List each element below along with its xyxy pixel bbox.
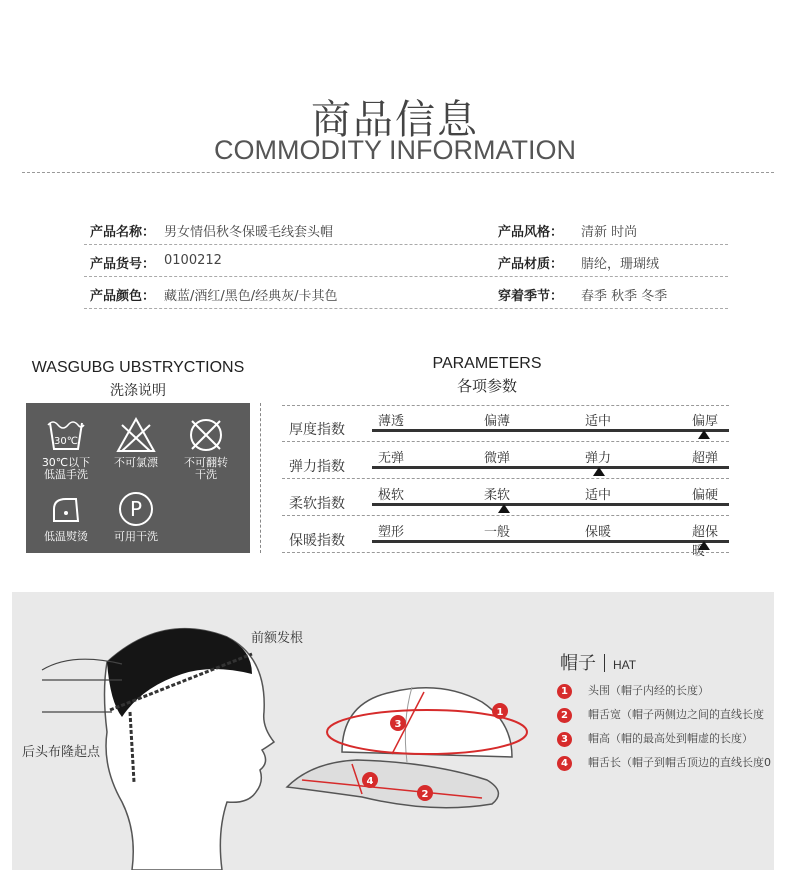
param-level: 无弹 xyxy=(378,451,405,466)
info-value: 春季 秋季 冬季 xyxy=(581,289,668,304)
wash-30-icon xyxy=(44,415,88,455)
hat-title-cn: 帽子 xyxy=(560,653,596,674)
params-title: PARAMETERS xyxy=(432,355,542,372)
low-iron-icon xyxy=(44,489,88,529)
wash-item xyxy=(176,415,236,481)
wash-item-label: 低温熨烫 xyxy=(44,530,88,543)
info-value: 藏蓝/酒红/黑色/经典灰/卡其色 xyxy=(164,289,338,304)
param-level: 偏硬 xyxy=(692,488,719,503)
hat-title xyxy=(560,649,636,675)
info-value: 清新 时尚 xyxy=(581,225,638,240)
param-level: 偏薄 xyxy=(484,414,511,429)
wash-item xyxy=(36,489,96,543)
param-label: 弹力指数 xyxy=(289,459,345,475)
param-scale-line xyxy=(372,540,729,543)
param-level: 微弹 xyxy=(484,451,511,466)
title-separator xyxy=(604,654,605,672)
param-level: 超保暖 xyxy=(692,525,719,559)
wash-item-label: 可用干洗 xyxy=(114,530,158,543)
info-label: 产品货号： xyxy=(90,257,156,272)
legend-item xyxy=(557,682,709,698)
info-row xyxy=(84,212,728,245)
param-indicator-icon xyxy=(698,430,710,439)
param-row xyxy=(282,406,729,443)
wash-item-label: 干洗 xyxy=(195,468,217,481)
info-row xyxy=(84,244,728,277)
param-scale-line xyxy=(372,429,729,432)
param-label: 柔软指数 xyxy=(289,496,345,512)
param-level: 弹力 xyxy=(585,451,612,466)
param-divider xyxy=(282,515,729,516)
page-title-en: COMMODITY INFORMATION xyxy=(214,135,576,165)
param-label: 保暖指数 xyxy=(289,533,345,549)
param-level: 极软 xyxy=(378,488,405,503)
dry-clean-letter: P xyxy=(129,497,143,521)
info-row xyxy=(84,276,728,309)
marker-number: 2 xyxy=(421,789,429,800)
label-front-hairline: 前额发根 xyxy=(251,631,304,646)
legend-number: 3 xyxy=(557,732,572,747)
wash-icons-panel xyxy=(26,403,250,553)
param-indicator-icon xyxy=(498,504,510,513)
legend-number: 1 xyxy=(557,684,572,699)
param-level: 一般 xyxy=(484,525,511,540)
legend-number: 4 xyxy=(557,756,572,771)
hat-title-en: HAT xyxy=(613,658,637,672)
legend-text: 头围（帽子内经的长度） xyxy=(588,684,709,697)
header-divider xyxy=(22,172,774,173)
wash-item-label: 不可氯漂 xyxy=(114,456,158,469)
param-level: 薄透 xyxy=(378,414,405,429)
wash-item-label: 不可翻转 xyxy=(184,456,228,469)
param-divider xyxy=(282,552,729,553)
section-divider xyxy=(260,403,261,553)
info-label: 产品材质： xyxy=(498,257,564,272)
legend-text: 帽舌宽（帽子两侧边之间的直线长度 xyxy=(588,708,764,721)
label-back-head: 后头布隆起点 xyxy=(22,745,101,760)
marker-number: 4 xyxy=(366,776,374,787)
legend-number: 2 xyxy=(557,708,572,723)
wash-title: WASGUBG UBSTRYCTIONS xyxy=(31,359,245,376)
info-label: 产品颜色： xyxy=(90,289,156,304)
wash-item xyxy=(36,415,96,481)
wash-temp: 30℃ xyxy=(54,436,78,447)
marker-number: 1 xyxy=(496,707,504,718)
info-label: 穿着季节： xyxy=(498,289,564,304)
param-row xyxy=(282,517,729,559)
legend-item xyxy=(557,706,764,722)
wash-item xyxy=(106,415,166,469)
param-scale-line xyxy=(372,503,729,506)
param-level: 偏厚 xyxy=(692,414,719,429)
no-tumble-dry-icon xyxy=(184,415,228,455)
marker-number: 3 xyxy=(394,719,402,730)
param-scale-line xyxy=(372,466,729,469)
param-level: 柔软 xyxy=(484,488,511,503)
info-label: 产品风格： xyxy=(498,225,564,240)
wash-item-label: 低温手洗 xyxy=(44,468,88,481)
param-row xyxy=(282,480,729,517)
param-level: 塑形 xyxy=(378,525,405,540)
param-level: 保暖 xyxy=(585,525,612,540)
wash-item xyxy=(106,489,166,543)
param-divider xyxy=(282,441,729,442)
info-value: 腈纶，珊瑚绒 xyxy=(581,257,660,272)
legend-item xyxy=(557,754,771,770)
param-divider xyxy=(282,478,729,479)
page-title-cn: 商品信息 xyxy=(311,97,479,143)
no-bleach-icon xyxy=(114,415,158,455)
param-row xyxy=(282,443,729,480)
wash-item-label: 30℃以下 xyxy=(41,456,91,469)
dry-clean-p-icon xyxy=(114,489,158,529)
legend-text: 帽高（帽的最高处到帽虚的长度） xyxy=(588,732,753,745)
legend-text: 帽舌长（帽子到帽舌顶边的直线长度0 xyxy=(588,756,771,769)
param-level: 适中 xyxy=(585,488,612,503)
param-indicator-icon xyxy=(593,467,605,476)
info-value: 男女情侣秋冬保暖毛线套头帽 xyxy=(164,225,334,240)
params-subtitle: 各项参数 xyxy=(456,377,517,395)
wash-subtitle: 洗涤说明 xyxy=(110,383,166,399)
param-level: 超弹 xyxy=(692,451,719,466)
info-label: 产品名称： xyxy=(90,225,156,240)
param-level: 适中 xyxy=(585,414,612,429)
param-label: 厚度指数 xyxy=(289,422,345,438)
legend-item xyxy=(557,730,753,746)
param-indicator-icon xyxy=(698,541,710,550)
info-value: 0100212 xyxy=(164,253,222,268)
